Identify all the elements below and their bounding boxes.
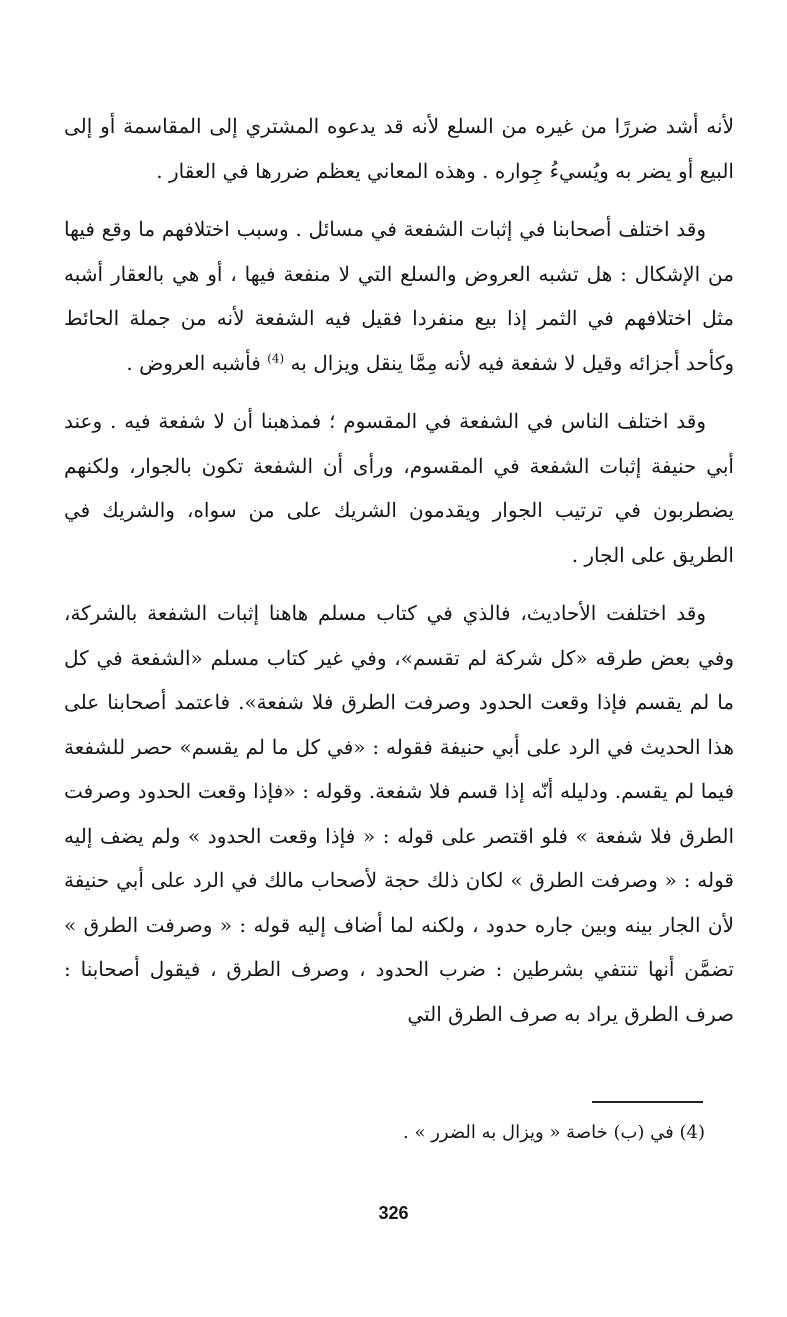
footnote-divider — [592, 1101, 703, 1103]
paragraph-2-text: وقد اختلف أصحابنا في إثبات الشفعة في مسائل . وسبب اختلافهم ما وقع فيها من الإشكال : هل تشبه العروض والسلع التي لا منفعة فيها ، أو هي بالعقار أشبه مثل اختلافهم في الثمر إذا بيع منفردا فقيل فيه الشفعة لأنه من جملة الحائط وكأحد أجزائه وقيل لا شفعة فيه لأنه مِمَّا ينقل ويزال به — [64, 217, 734, 375]
paragraph-4: وقد اختلفت الأحاديث، فالذي في كتاب مسلم هاهنا إثبات الشفعة بالشركة، وفي بعض طرقه «كل شركة لم تقسم»، وفي غير كتاب مسلم «الشفعة في كل ما لم يقسم فإذا وقعت الحدود وصرفت الطرق فلا شفعة». فاعتمد أصحابنا على هذا الحديث في الرد على أبي حنيفة فقوله : «في كل ما لم يقسم» حصر للشفعة فيما لم يقسم. ودليله أنّه إذا قسم فلا شفعة. وقوله : «فإذا وقعت الحدود وصرفت الطرق فلا شفعة » فلو اقتصر على قوله : « فإذا وقعت الحدود » ولم يضف إليه قوله : « وصرفت الطرق » لكان ذلك حجة لأصحاب مالك في الرد على أبي حنيفة لأن الجار بينه وبين جاره حدود ، ولكنه لما أضاف إليه قوله : « وصرفت الطرق » تضمَّن أنها تنتفي بشرطين : ضرب الحدود ، وصرف الطرق ، فيقول أصحابنا : صرف الطرق يراد به صرف الطرق التي — [64, 601, 734, 1026]
body-text — [64, 104, 734, 1036]
footnote-reference: (4) — [267, 350, 285, 365]
paragraph-2 — [64, 207, 734, 385]
page-number: 326 — [378, 1203, 409, 1223]
paragraph-2-tail: فأشبه العروض . — [126, 350, 261, 375]
footnote: (4) في (ب) خاصة « ويزال به الضرر » . — [403, 1122, 705, 1143]
paragraph-1: لأنه أشد ضررًا من غيره من السلع لأنه قد يدعوه المشتري إلى المقاسمة أو إلى البيع أو يضر به ويُسيءُ جِواره . وهذه المعاني يعظم ضررها في العقار . — [64, 114, 734, 183]
paragraph-3: وقد اختلف الناس في الشفعة في المقسوم ؛ فمذهبنا أن لا شفعة فيه . وعند أبي حنيفة إثبات الشفعة في المقسوم، ورأى أن الشفعة تكون بالجوار، ولكنهم يضطربون في ترتيب الجوار ويقدمون الشريك على من سواه، والشريك في الطريق على الجار . — [64, 409, 734, 567]
